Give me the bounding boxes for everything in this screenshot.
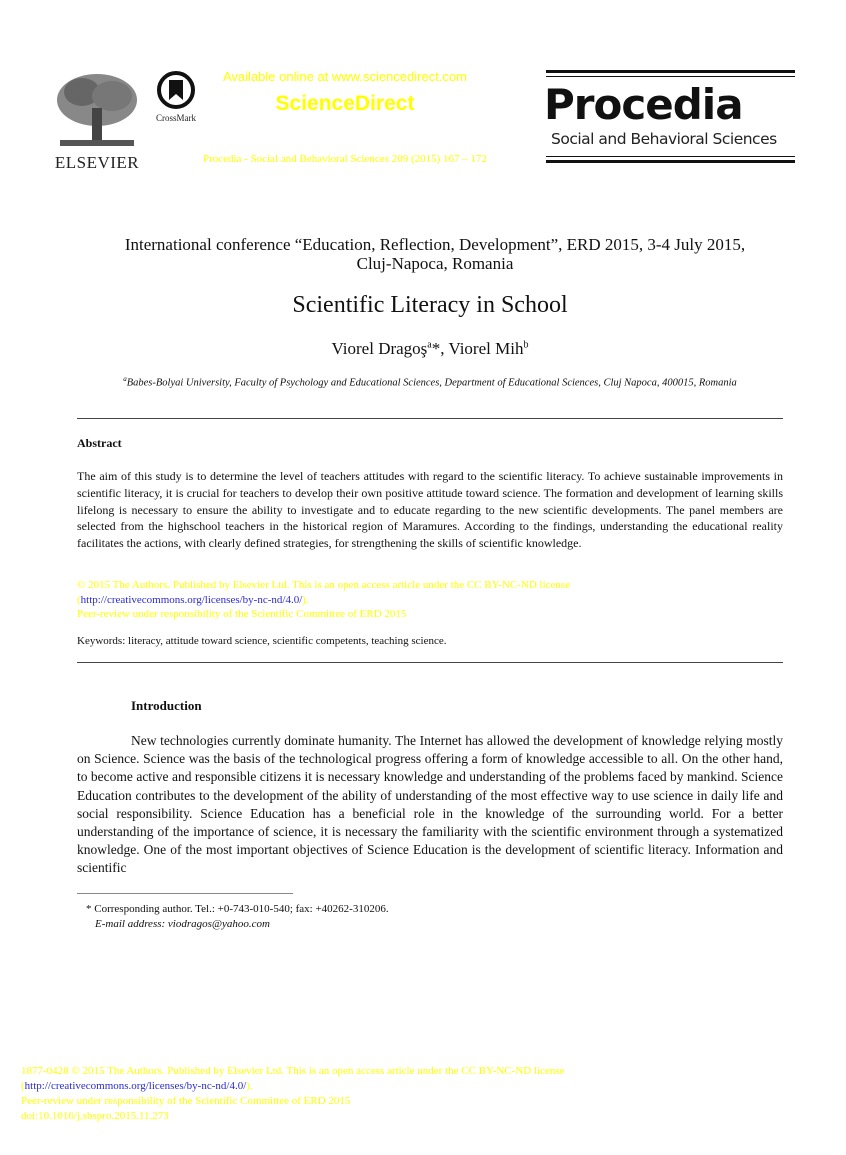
elsevier-wordmark: ELSEVIER [54,153,140,172]
abstract-peer-review: Peer-review under responsibility of the Scientific Committee of ERD 2015 [77,608,407,620]
author-2: Viorel Mih [448,339,524,358]
introduction-heading: Introduction [131,698,202,713]
paper-title: Scientific Literacy in School [292,292,568,318]
journal-logo-rule-bottom2 [546,160,795,163]
author-1-affil: a [427,339,432,351]
abstract-body: The aim of this study is to determine the level of teachers attitudes with regard to the scientific literacy. To achieve sustainable improvements in scientific literacy, it is crucial for teachers to develop their own positive attitude toward science. The formation and development of learning skills lifelong is necessary to ensure the ability to investigate and to educate regarding to the new scientific developments. The panel members are selected from the highschool teachers in the historical region of Maramures. According to the findings, understanding the educational reality facilitates the actions, with clearly defined strategies, for strengthening the skills of scientific knowledge. [77,469,783,551]
sciencedirect-logo[interactable]: ScienceDirect [275,92,415,115]
keywords: Keywords: literacy, attitude toward science, scientific competents, teaching science. [77,635,447,647]
footer-issn-license: 1877-0428 © 2015 The Authors. Published by Elsevier Ltd. This is an open access article under the CC BY-NC-ND license [21,1065,565,1077]
conference-line-1: International conference “Education, Reflection, Development”, ERD 2015, 3-4 July 2015, [124,235,746,254]
license-link[interactable]: http://creativecommons.org/licenses/by-nc-nd/4.0/ [80,593,303,606]
email-address[interactable]: viodragos@yahoo.com [167,918,270,930]
abstract-license [77,578,783,622]
conference-line-2: Cluj-Napoca, Romania [356,254,514,273]
author-1: Viorel Dragoş [331,339,428,358]
footer-license-link[interactable]: http://creativecommons.org/licenses/by-nc-nd/4.0/ [24,1080,247,1092]
conference-info [60,235,810,273]
journal-logo-subtitle: Social and Behavioral Sciences [551,130,777,148]
journal-logo-rule-top [546,70,795,73]
journal-logo-rule-top2 [546,76,795,77]
footer-license [21,1064,781,1124]
elsevier-logo [52,70,142,172]
footer-peer-review: Peer-review under responsibility of the Scientific Committee of ERD 2015 [21,1095,351,1107]
abstract-heading: Abstract [77,436,122,450]
journal-logo-title: Procedia [544,80,743,129]
author-list [60,339,800,359]
footnote-corresponding: * Corresponding author. Tel.: +0-743-010-540; fax: +40262-310206. [86,903,389,915]
footnote-rule [77,893,293,894]
license-open-paren: ( [77,593,81,606]
footer-open-paren: ( [21,1080,25,1092]
author-2-affil: b [523,339,529,351]
affiliation-text: Babes-Bolyai University, Faculty of Psychology and Educational Sciences, Department of Educational Sciences, Cluj Napoca, 400015, Romania [126,377,737,389]
footer-doi[interactable]: doi:10.1016/j.sbspro.2015.11.273 [21,1110,169,1122]
elsevier-tree-icon [52,70,142,148]
abstract-bottom-rule [77,662,783,663]
footer-close-paren: ). [246,1080,253,1092]
license-close-paren: ). [302,593,309,606]
journal-citation: Procedia - Social and Behavioral Sciences 209 (2015) 167 – 172 [202,153,488,165]
affiliation [60,375,800,389]
crossmark-label: CrossMark [156,113,196,123]
abstract-top-rule [77,418,783,419]
introduction-body: New technologies currently dominate humanity. The Internet has allowed the development of knowledge relying mostly on Science. Science was the basis of the technological progress offering a form of knowledge accessible to all. On the other hand, to become active and responsible citizens it is necessary knowledge and understanding of the problems faced by mankind. Science Education contributes to the development of the ability of understanding of the most effective way to use science in daily life and social responsibility. Science Education has a beneficial role in the knowledge of the surrounding world. For a better understanding of the importance of science, it is necessary the familiarity with the scientific environment through a systematized knowledge. One of the most important objectives of Science Education is the development of scientific literacy. Information and scientific [77,733,783,876]
journal-logo-rule-bottom [546,156,795,157]
available-online[interactable]: Available online at www.sciencedirect.com [223,69,467,84]
corresponding-mark: *, [431,339,449,358]
abstract-license-line: © 2015 The Authors. Published by Elsevier Ltd. This is an open access article under the CC BY-NC-ND license [77,579,571,591]
affiliation-mark: a [123,375,127,383]
footnote-email [95,918,270,930]
email-label: E-mail address: [95,918,168,930]
